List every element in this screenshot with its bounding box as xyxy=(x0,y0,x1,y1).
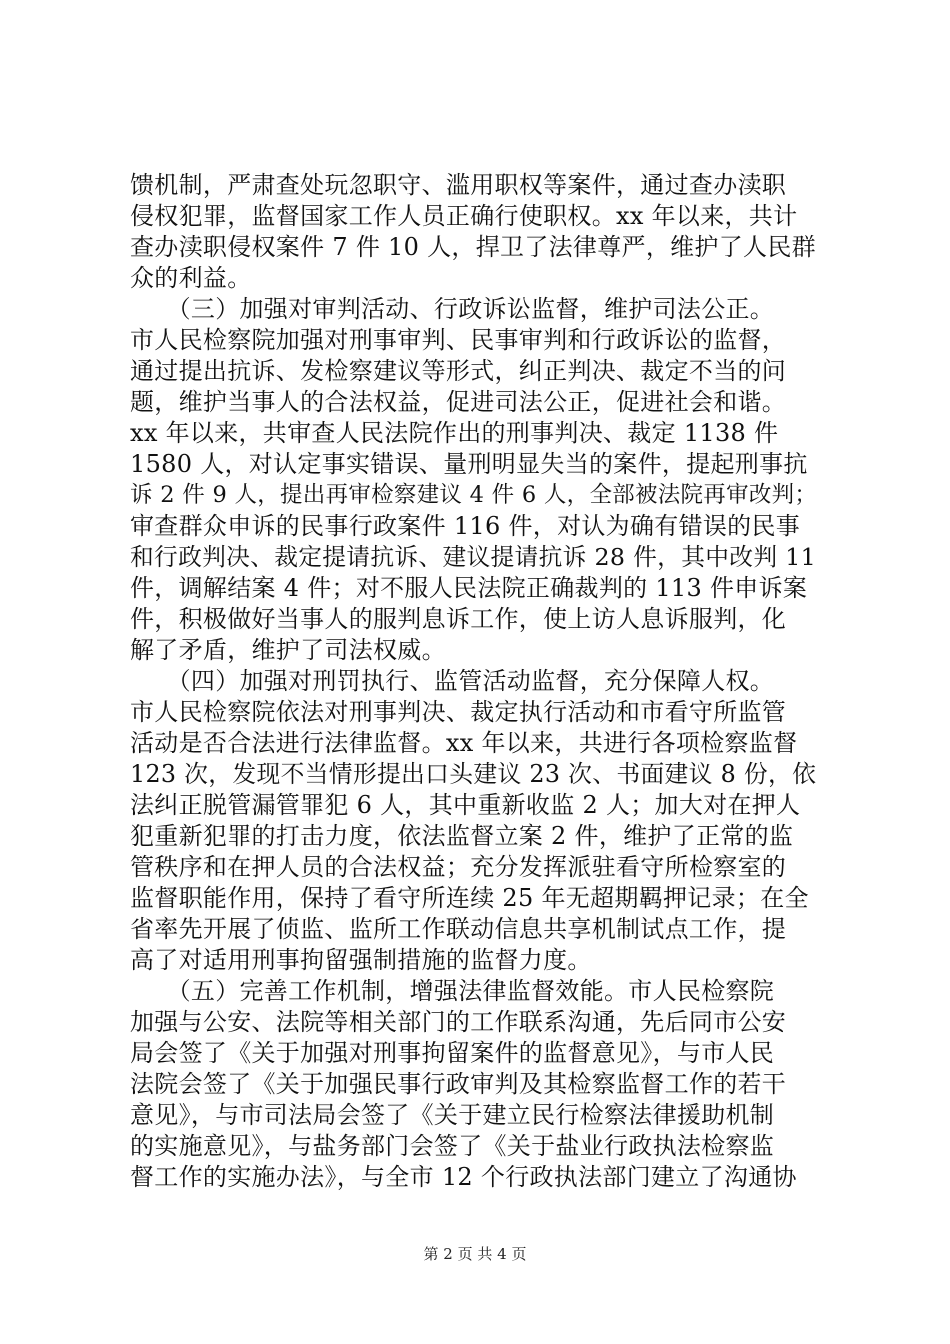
text-line: 管秩序和在押人员的合法权益；充分发挥派驻看守所检察室的 xyxy=(130,853,787,881)
text-line: 法院会签了《关于加强民事行政审判及其检察监督工作的若干 xyxy=(130,1070,787,1098)
text-line: 监督职能作用，保持了看守所连续 25 年无超期羁押记录；在全 xyxy=(130,884,809,912)
text-line: 活动是否合法进行法律监督。xx 年以来，共进行各项检察监督 xyxy=(130,729,798,757)
text-line: 件，积极做好当事人的服判息诉工作，使上访人息诉服判，化 xyxy=(130,605,787,633)
text-line: 诉 2 件 9 人，提出再审检察建议 4 件 6 人，全部被法院再审改判； xyxy=(130,482,818,508)
text-line: 意见》，与市司法局会签了《关于建立民行检察法律援助机制 xyxy=(130,1101,775,1129)
text-line: 通过提出抗诉、发检察建议等形式，纠正判决、裁定不当的问 xyxy=(130,357,787,385)
section-heading-5: （五）完善工作机制，增强法律监督效能。市人民检察院 xyxy=(130,977,775,1005)
text-line: 省率先开展了侦监、监所工作联动信息共享机制试点工作，提 xyxy=(130,915,787,943)
section-heading-4: （四）加强对刑罚执行、监管活动监督，充分保障人权。 xyxy=(130,667,775,695)
text-line: 解了矛盾，维护了司法权威。 xyxy=(130,636,446,664)
text-line: 123 次，发现不当情形提出口头建议 23 次、书面建议 8 份，依 xyxy=(130,760,817,788)
text-line: 督工作的实施办法》，与全市 12 个行政执法部门建立了沟通协 xyxy=(130,1163,797,1191)
text-line: 犯重新犯罪的打击力度，依法监督立案 2 件，维护了正常的监 xyxy=(130,822,794,850)
text-line: 审查群众申诉的民事行政案件 116 件，对认为确有错误的民事 xyxy=(130,512,801,540)
text-line: 市人民检察院依法对刑事判决、裁定执行活动和市看守所监管 xyxy=(130,698,787,726)
text-line: 市人民检察院加强对刑事审判、民事审判和行政诉讼的监督， xyxy=(130,326,787,354)
text-line: 侵权犯罪，监督国家工作人员正确行使职权。xx 年以来，共计 xyxy=(130,202,798,230)
text-line: 和行政判决、裁定提请抗诉、建议提请抗诉 28 件，其中改判 11 xyxy=(130,543,816,571)
text-line: 题，维护当事人的合法权益，促进司法公正，促进社会和谐。 xyxy=(130,388,787,416)
body-text xyxy=(130,170,820,1193)
section-heading-3: （三）加强对审判活动、行政诉讼监督，维护司法公正。 xyxy=(130,295,775,323)
page-number-footer: 第 2 页 共 4 页 xyxy=(423,1245,527,1263)
text-line: 查办渎职侵权案件 7 件 10 人，捍卫了法律尊严，维护了人民群 xyxy=(130,233,816,261)
text-line: xx 年以来，共审查人民法院作出的刑事判决、裁定 1138 件 xyxy=(130,419,779,447)
text-line: 加强与公安、法院等相关部门的工作联系沟通，先后同市公安 xyxy=(130,1008,787,1036)
text-line: 法纠正脱管漏管罪犯 6 人，其中重新收监 2 人；加大对在押人 xyxy=(130,791,801,819)
text-line: 高了对适用刑事拘留强制措施的监督力度。 xyxy=(130,946,592,974)
text-line: 众的利益。 xyxy=(130,264,252,292)
text-line: 1580 人，对认定事实错误、量刑明显失当的案件，提起刑事抗 xyxy=(130,450,808,478)
text-line: 局会签了《关于加强对刑事拘留案件的监督意见》，与市人民 xyxy=(130,1039,775,1067)
text-line: 件，调解结案 4 件；对不服人民法院正确裁判的 113 件申诉案 xyxy=(130,574,808,602)
text-line: 的实施意见》，与盐务部门会签了《关于盐业行政执法检察监 xyxy=(130,1132,775,1160)
text-line: 馈机制，严肃查处玩忽职守、滥用职权等案件，通过查办渎职 xyxy=(130,171,787,199)
